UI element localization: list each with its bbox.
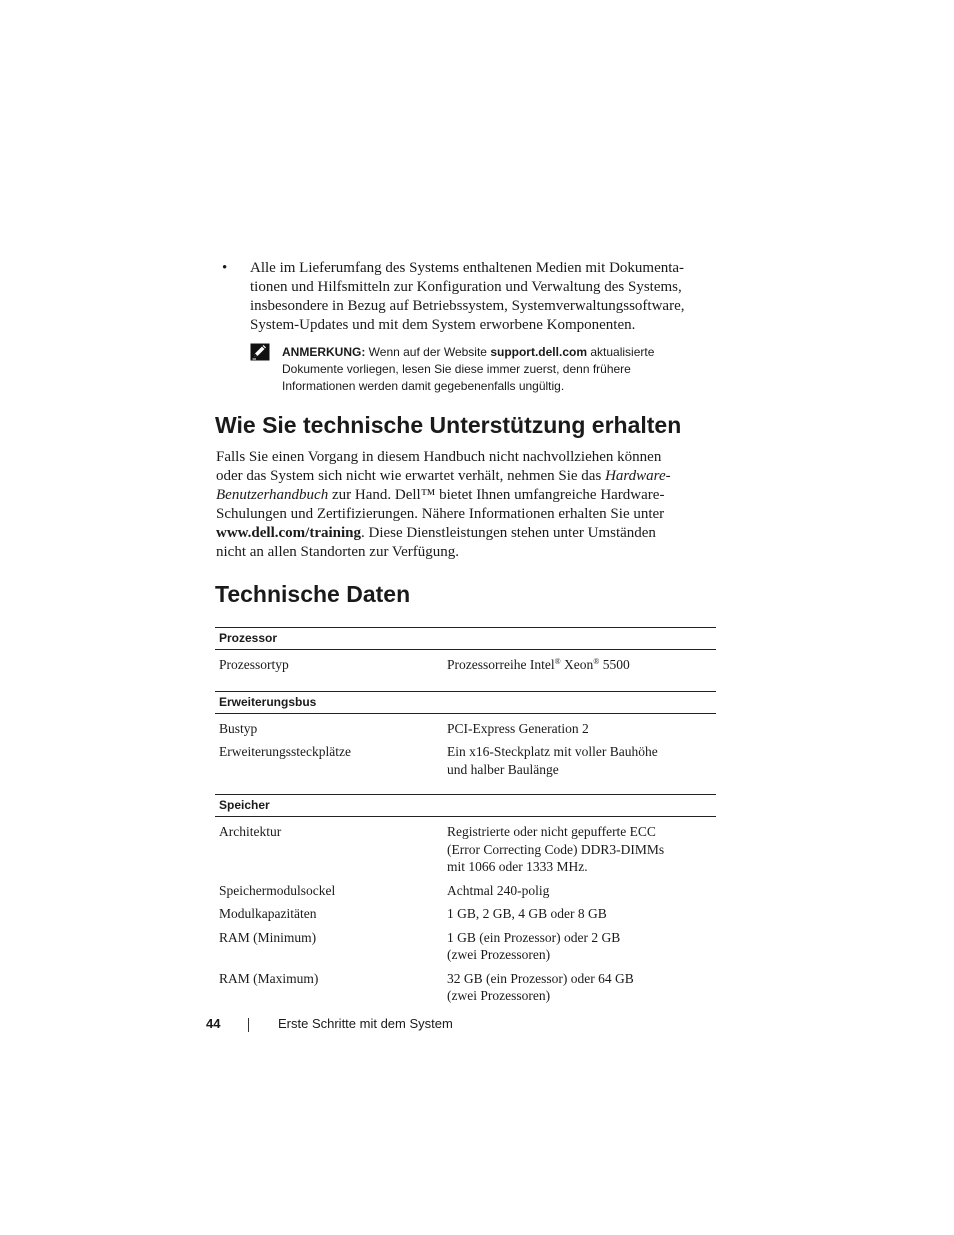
spec-label: Architektur — [219, 824, 282, 839]
spec-value: 1 GB, 2 GB, 4 GB oder 8 GB — [447, 906, 607, 921]
section-header-processor: Prozessor — [215, 627, 716, 650]
paragraph-text: zur Hand. Dell™ bietet Ihnen umfangreiche Hardware- — [331, 487, 665, 503]
spec-value: Ein x16-Steckplatz mit voller Bauhöhe und halber Baulänge — [447, 744, 658, 777]
footer-title: Erste Schritte mit dem System — [278, 1016, 453, 1031]
section-header-memory: Speicher — [215, 794, 716, 817]
table-row — [215, 823, 716, 876]
spec-label: RAM (Maximum) — [219, 970, 319, 986]
bullet-line: Alle im Lieferumfang des Systems enthaltenen Medien mit Dokumenta- — [250, 260, 685, 276]
pencil-note-icon — [250, 343, 270, 361]
bullet-text — [250, 259, 716, 335]
note-line: Dokumente vorliegen, lesen Sie diese immer zuerst, denn frühere — [282, 362, 631, 376]
support-heading: Wie Sie technische Unterstützung erhalten — [215, 412, 682, 438]
spec-value: 1 GB (ein Prozessor) oder 2 GB (zwei Prozessoren) — [447, 929, 621, 962]
paragraph-text: oder das System sich nicht wie erwartet verhält, nehmen Sie das — [216, 468, 602, 484]
support-paragraph — [216, 448, 686, 562]
bullet-line: tionen und Hilfsmitteln zur Konfiguration und Verwaltung des Systems, — [250, 279, 682, 295]
spec-value: PCI-Express Generation 2 — [447, 720, 589, 736]
note-text-before-link: Wenn auf der Website — [368, 345, 487, 359]
spec-value: Prozessorreihe Intel® Xeon® 5500 — [447, 657, 630, 672]
spec-label: RAM (Minimum) — [219, 929, 317, 945]
spec-label: Speichermodulsockel — [219, 882, 336, 898]
spec-label: Bustyp — [219, 720, 258, 736]
paragraph-line: Falls Sie einen Vorgang in diesem Handbuch nicht nachvollziehen können — [216, 449, 662, 465]
note-label: ANMERKUNG: — [282, 345, 366, 359]
spec-label: Prozessortyp — [219, 657, 289, 672]
manual-title-italic: Benutzerhandbuch — [216, 487, 329, 503]
note-text-after-link: aktualisierte — [590, 345, 655, 359]
table-row — [215, 656, 716, 674]
bullet-line: System-Updates und mit dem System erworbene Komponenten. — [250, 317, 636, 333]
specs-heading: Technische Daten — [215, 581, 411, 607]
note-text — [282, 344, 712, 395]
paragraph-line: Schulungen und Zertifizierungen. Nähere Informationen erhalten Sie unter — [216, 506, 665, 522]
table-row — [215, 743, 716, 778]
note-link[interactable]: support.dell.com — [490, 345, 587, 359]
spec-table — [215, 627, 716, 1021]
spec-label: Erweiterungssteckplätze — [219, 744, 351, 759]
bullet-item — [222, 259, 722, 335]
bullet-line: insbesondere in Bezug auf Betriebssystem, Systemverwaltungssoftware, — [250, 298, 685, 314]
bullet-symbol: • — [222, 260, 228, 276]
paragraph-line: nicht an allen Standorten zur Verfügung. — [216, 544, 459, 560]
spec-value: Registrierte oder nicht gepufferte ECC (Error Correcting Code) DDR3-DIMMs mit 1066 oder 1333 MHz. — [447, 824, 665, 874]
spec-value: 32 GB (ein Prozessor) oder 64 GB (zwei Prozessoren) — [447, 970, 634, 1003]
table-row — [215, 720, 716, 738]
spec-value: Achtmal 240-polig — [447, 882, 550, 898]
table-row — [215, 970, 716, 1005]
table-row — [215, 929, 716, 964]
section-header-expansion: Erweiterungsbus — [215, 691, 716, 714]
training-link[interactable]: www.dell.com/training — [216, 525, 361, 541]
spec-label: Modulkapazitäten — [219, 906, 317, 921]
page-number: 44 — [206, 1016, 221, 1031]
manual-title-italic: Hardware- — [605, 468, 671, 484]
paragraph-text: . Diese Dienstleistungen stehen unter Umständen — [361, 525, 656, 541]
note-line: Informationen werden damit gegebenenfalls ungültig. — [282, 379, 565, 393]
footer-separator — [248, 1018, 249, 1032]
table-row — [215, 905, 716, 923]
table-row — [215, 882, 716, 900]
